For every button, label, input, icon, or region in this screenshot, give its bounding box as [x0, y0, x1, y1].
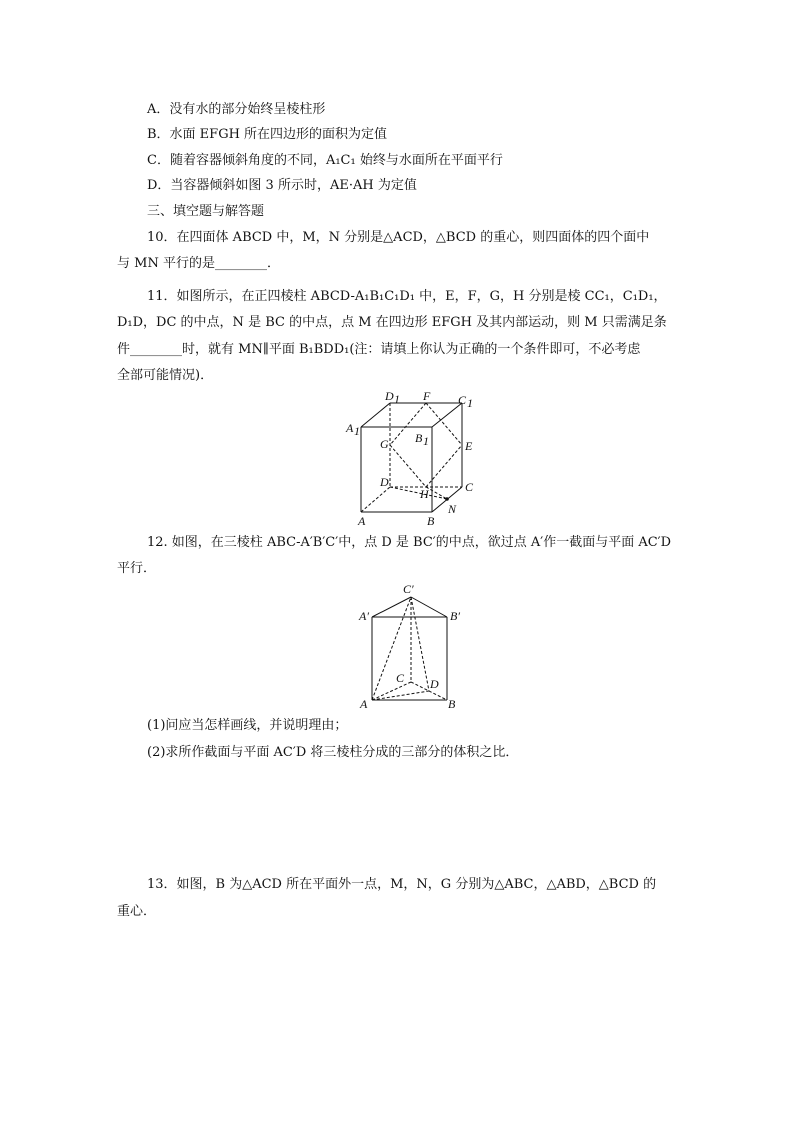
label-b: B — [448, 697, 456, 711]
label-c-prime: C′ — [403, 582, 414, 596]
label-c: C — [396, 671, 405, 685]
option-b: B．水面 EFGH 所在四边形的面积为定值 — [147, 127, 388, 142]
q12-line1: 12. 如图，在三棱柱 ABC-A′B′C′中，点 D 是 BC′的中点，欲过点 A′作一截面与平面 AC′D — [147, 535, 672, 550]
label-d1-sub: 1 — [394, 392, 400, 406]
q10-line2: 与 MN 平行的是________． — [117, 256, 280, 271]
label-c: C — [465, 480, 474, 494]
q12-line2: 平行． — [117, 561, 157, 576]
q11-line4: 全部可能情况)． — [117, 368, 214, 383]
q12-prism-figure — [356, 578, 476, 713]
option-a: A．没有水的部分始终呈棱柱形 — [147, 102, 326, 117]
label-e: E — [465, 439, 473, 453]
label-g: G — [380, 437, 389, 451]
option-c: C．随着容器倾斜角度的不同，A₁C₁ 始终与水面所在平面平行 — [147, 153, 503, 168]
label-n: N — [448, 502, 457, 516]
section-heading: 三、填空题与解答题 — [147, 204, 265, 219]
q11-prism-figure — [340, 388, 490, 528]
q10-line1: 10．在四面体 ABCD 中，M，N 分别是△ACD，△BCD 的重心，则四面体的四个面中 — [147, 230, 650, 245]
label-b: B — [427, 514, 435, 528]
q12-part2: (2)求所作截面与平面 AC′D 将三棱柱分成的三部分的体积之比． — [147, 745, 519, 760]
option-d: D．当容器倾斜如图 3 所示时，AE·AH 为定值 — [147, 178, 417, 193]
q13-line2: 重心． — [117, 904, 157, 919]
label-c1-sub: 1 — [467, 396, 473, 410]
label-b1: B — [415, 431, 423, 445]
label-a1-sub: 1 — [354, 424, 360, 438]
q13-line1: 13．如图，B 为△ACD 所在平面外一点，M，N，G 分别为△ABC，△ABD，△BCD 的 — [147, 877, 657, 892]
label-f: F — [423, 389, 431, 403]
label-a: A — [358, 514, 366, 528]
label-d: D — [430, 677, 439, 691]
q11-line3: 件________时，就有 MN∥平面 B₁BDD₁(注：请填上你认为正确的一个条件即可，不必考虑 — [117, 342, 641, 357]
q11-line2: D₁D，DC 的中点，N 是 BC 的中点，点 M 在四边形 EFGH 及其内部运动，则 M 只需满足条 — [117, 315, 667, 330]
label-d: D — [380, 475, 389, 489]
label-h: H — [420, 487, 429, 501]
q12-part1: (1)问应当怎样画线，并说明理由； — [147, 718, 348, 733]
label-b-prime: B′ — [450, 609, 460, 623]
label-b1-sub: 1 — [423, 434, 429, 448]
point-n — [445, 497, 449, 501]
label-c1: C — [458, 393, 467, 407]
q11-line1: 11．如图所示，在正四棱柱 ABCD-A₁B₁C₁D₁ 中，E，F，G，H 分别是棱 CC₁，C₁D₁， — [147, 289, 667, 304]
label-a1: A — [346, 421, 354, 435]
label-a-prime: A′ — [359, 609, 369, 623]
label-a: A — [360, 697, 368, 711]
label-d1: D — [385, 389, 394, 403]
